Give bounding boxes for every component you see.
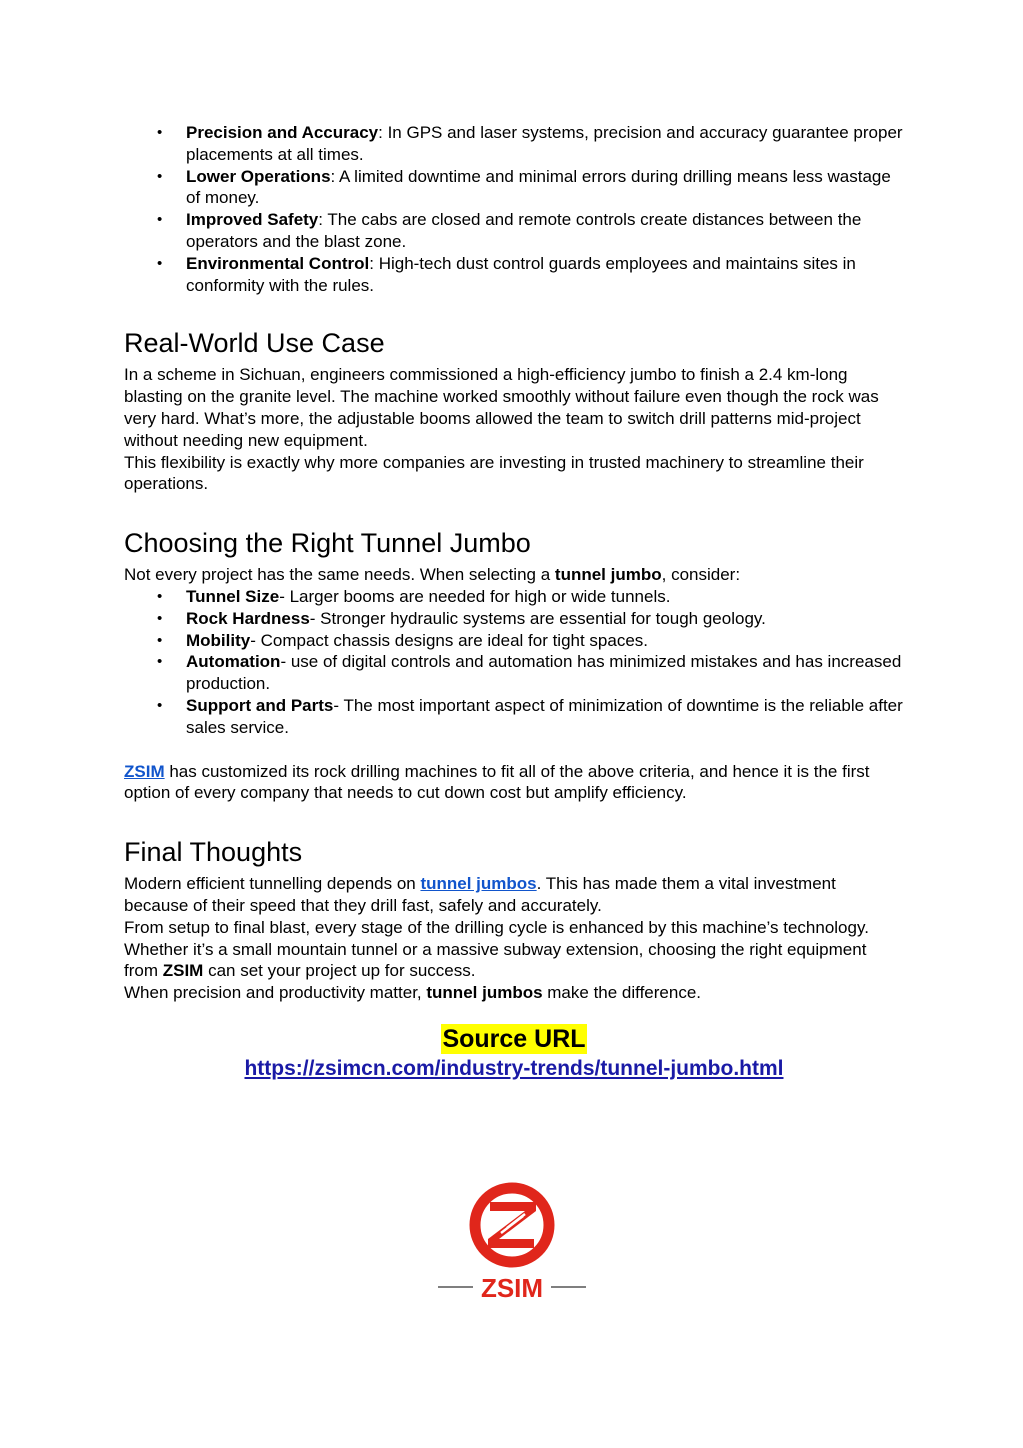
choosing-intro: Not every project has the same needs. When selecting a tunnel jumbo, consider: — [124, 565, 741, 585]
criteria-list — [124, 586, 904, 739]
document-page — [124, 122, 904, 1082]
final-paragraph-3: When precision and productivity matter, tunnel jumbos make the difference. — [124, 983, 701, 1003]
zsim-logo — [433, 1170, 591, 1302]
bullet-icon: • — [157, 167, 163, 185]
final-paragraph-1: Modern efficient tunnelling depends on tunnel jumbos. This has made them a vital investment because of their speed that they drill fast, safely and accurately. — [124, 874, 836, 915]
source-label: Source URL — [442, 1024, 586, 1053]
bullet-icon: • — [157, 653, 163, 671]
final-paragraph-2: From setup to final blast, every stage of the drilling cycle is enhanced by this machine’s technology. Whether it’s a small mountain tunnel or a massive subway extension, choosing the right equipment from ZSIM can set your project up for success. — [124, 917, 869, 981]
bullet-icon: • — [157, 696, 163, 714]
bullet-icon: • — [157, 254, 163, 272]
bullet-icon: • — [157, 211, 163, 229]
logo-wordmark: ZSIM — [480, 1273, 544, 1302]
use-case-paragraph: In a scheme in Sichuan, engineers commissioned a high-efficiency jumbo to finish a 2.4 km-long blasting on the granite level. The machine worked smoothly without failure even though the rock was very hard. What’s more, the adjustable booms allowed the team to switch drill patterns mid-project without needing new equipment. — [124, 365, 879, 450]
list-item: • Automation- use of digital controls and automation has minimized mistakes and has increased production. — [157, 652, 902, 694]
zsim-link[interactable]: ZSIM — [124, 761, 165, 781]
bullet-icon: • — [157, 609, 163, 627]
tunnel-jumbos-link[interactable]: tunnel jumbos — [420, 874, 537, 894]
list-item: • Precision and Accuracy: In GPS and laser systems, precision and accuracy guarantee proper placements at all times. — [157, 123, 903, 164]
list-item: • Environmental Control: High-tech dust control guards employees and maintains sites in conformity with the rules. — [157, 253, 856, 295]
zsim-paragraph: ZSIM has customized its rock drilling machines to fit all of the above criteria, and hence it is the first option of every company that needs to cut down cost but amplify efficiency. — [124, 761, 870, 803]
list-item: • Tunnel Size- Larger booms are needed for high or wide tunnels. — [157, 586, 671, 606]
source-url-link[interactable]: https://zsimcn.com/industry-trends/tunnel-jumbo.html — [244, 1056, 784, 1080]
section-heading-choosing: Choosing the Right Tunnel Jumbo — [124, 528, 531, 559]
list-item: • Lower Operations: A limited downtime and minimal errors during drilling means less wastage of money. — [157, 166, 891, 208]
list-item: • Improved Safety: The cabs are closed and remote controls create distances between the operators and the blast zone. — [157, 210, 862, 251]
benefits-list — [124, 122, 904, 296]
section-heading-use-case: Real-World Use Case — [124, 328, 385, 359]
list-item: • Rock Hardness- Stronger hydraulic systems are essential for tough geology. — [157, 608, 766, 628]
bullet-icon: • — [157, 124, 163, 141]
list-item: • Mobility- Compact chassis designs are ideal for tight spaces. — [157, 630, 649, 650]
bullet-icon: • — [157, 631, 163, 649]
source-block — [124, 1024, 904, 1054]
section-heading-final: Final Thoughts — [124, 837, 303, 868]
bullet-icon: • — [157, 587, 163, 605]
use-case-paragraph-2: This flexibility is exactly why more companies are investing in trusted machinery to streamline their operations. — [124, 452, 864, 494]
list-item: • Support and Parts- The most important aspect of minimization of downtime is the reliable after sales service. — [157, 695, 903, 737]
